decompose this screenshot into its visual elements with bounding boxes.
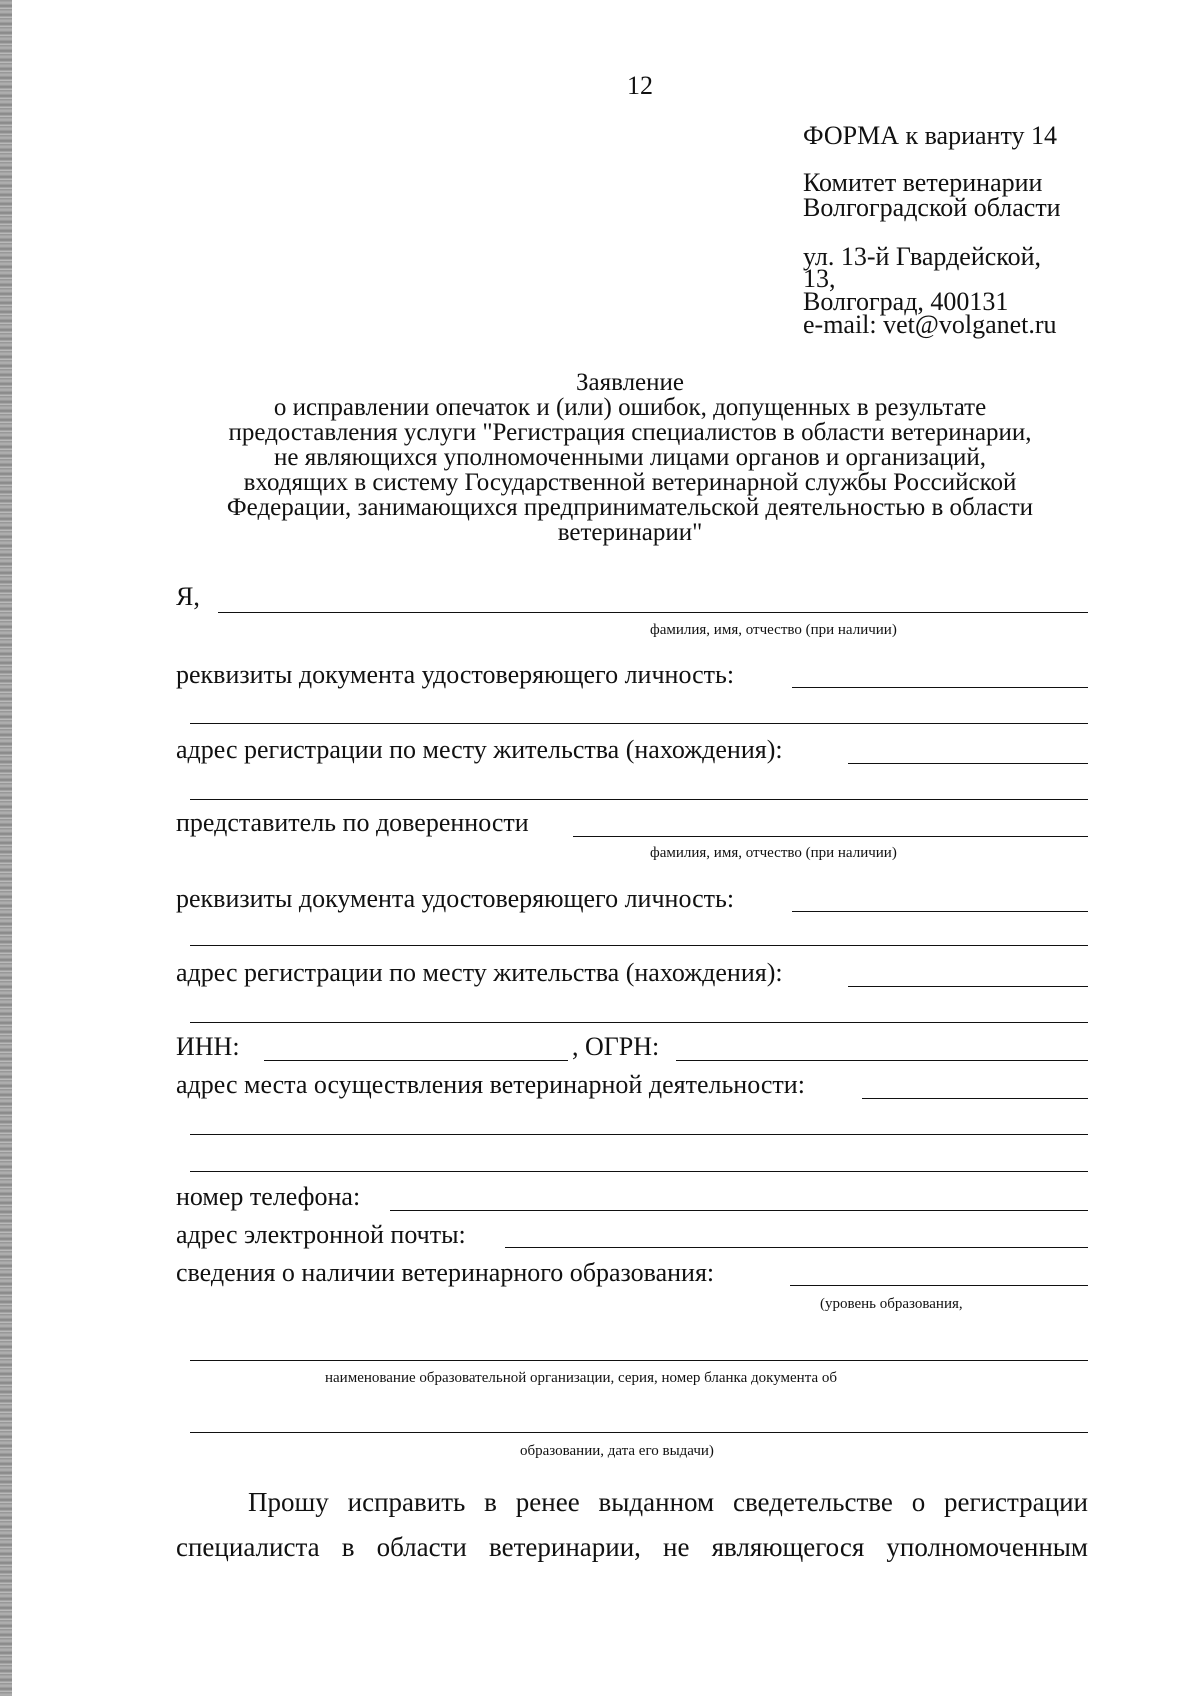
vet-activity-address-label: адрес места осуществления ветеринарной деятельности: (176, 1070, 805, 1099)
form-variant: ФОРМА к варианту 14 (803, 121, 1057, 150)
request-paragraph-line-1: Прошу исправить в ренее выданном сведетельстве о регистрации (248, 1487, 1088, 1517)
registration-address-field-2[interactable] (848, 986, 1088, 987)
id-document-field-2[interactable] (792, 911, 1088, 912)
page-number: 12 (627, 71, 653, 100)
id-document-field[interactable] (792, 687, 1088, 688)
title-line-1: Заявление (575, 369, 685, 396)
vet-activity-address-field-cont-1[interactable] (190, 1134, 1088, 1135)
vet-activity-address-field[interactable] (862, 1098, 1088, 1099)
addressee-org-line1: Комитет ветеринарии (803, 168, 1043, 197)
fio-hint-2: фамилия, имя, отчество (при наличии) (650, 845, 897, 861)
registration-address-label: адрес регистрации по месту жительства (нахождения): (176, 735, 783, 764)
representative-label: представитель по доверенности (176, 808, 529, 837)
education-field-cont-1[interactable] (190, 1360, 1088, 1361)
education-hint-2: наименование образовательной организации, серия, номер бланка документа об (325, 1370, 837, 1386)
email-label: адрес электронной почты: (176, 1220, 466, 1249)
representative-fio-field[interactable] (573, 836, 1088, 837)
id-document-field-2-cont[interactable] (190, 945, 1088, 946)
title-line-7: ветеринарии" (557, 519, 703, 546)
applicant-fio-field[interactable] (218, 612, 1088, 613)
addressee-email: e-mail: vet@volganet.ru (803, 310, 1057, 339)
title-line-2: о исправлении опечаток и (или) ошибок, допущенных в результате (273, 394, 987, 421)
id-document-field-cont[interactable] (190, 723, 1088, 724)
vet-activity-address-field-cont-2[interactable] (190, 1171, 1088, 1172)
addressee-address-line1: ул. 13-й Гвардейской, (803, 242, 1042, 271)
addressee-org-line2: Волгоградской области (803, 193, 1061, 222)
document-title (170, 370, 1090, 545)
title-line-4: не являющихся уполномоченными лицами органов и организаций, (273, 444, 987, 471)
fio-hint: фамилия, имя, отчество (при наличии) (650, 622, 897, 638)
registration-address-label-2: адрес регистрации по месту жительства (нахождения): (176, 958, 783, 987)
registration-address-field-cont[interactable] (190, 799, 1088, 800)
phone-label: номер телефона: (176, 1182, 361, 1211)
inn-label: ИНН: (176, 1032, 240, 1061)
id-document-label: реквизиты документа удостоверяющего личность: (176, 660, 735, 689)
education-hint-1: (уровень образования, (820, 1296, 963, 1312)
education-field[interactable] (790, 1285, 1088, 1286)
applicant-label: Я, (176, 582, 200, 611)
registration-address-field-2-cont[interactable] (190, 1022, 1088, 1023)
registration-address-field[interactable] (848, 763, 1088, 764)
inn-field[interactable] (264, 1060, 568, 1061)
education-hint-3: образовании, дата его выдачи) (520, 1443, 714, 1459)
email-field[interactable] (505, 1247, 1088, 1248)
education-label: сведения о наличии ветеринарного образования: (176, 1258, 715, 1287)
addressee-address-line2: 13, (803, 264, 836, 293)
scan-edge (0, 0, 12, 1696)
ogrn-field[interactable] (676, 1060, 1088, 1061)
addressee-address-line3: Волгоград, 400131 (803, 287, 1009, 316)
title-line-6: Федерации, занимающихся предпринимательской деятельностью в области (226, 494, 1034, 521)
request-paragraph-line-2: специалиста в области ветеринарии, не являющегося уполномоченным (176, 1532, 1088, 1562)
title-line-5: входящих в систему Государственной ветеринарной службы Российской (243, 469, 1017, 496)
education-field-cont-2[interactable] (190, 1432, 1088, 1433)
phone-field[interactable] (390, 1210, 1088, 1211)
title-line-3: предоставления услуги "Регистрация специалистов в области ветеринарии, (228, 419, 1032, 446)
ogrn-label: , ОГРН: (572, 1032, 660, 1061)
request-paragraph (176, 1480, 1088, 1570)
id-document-label-2: реквизиты документа удостоверяющего личность: (176, 884, 735, 913)
